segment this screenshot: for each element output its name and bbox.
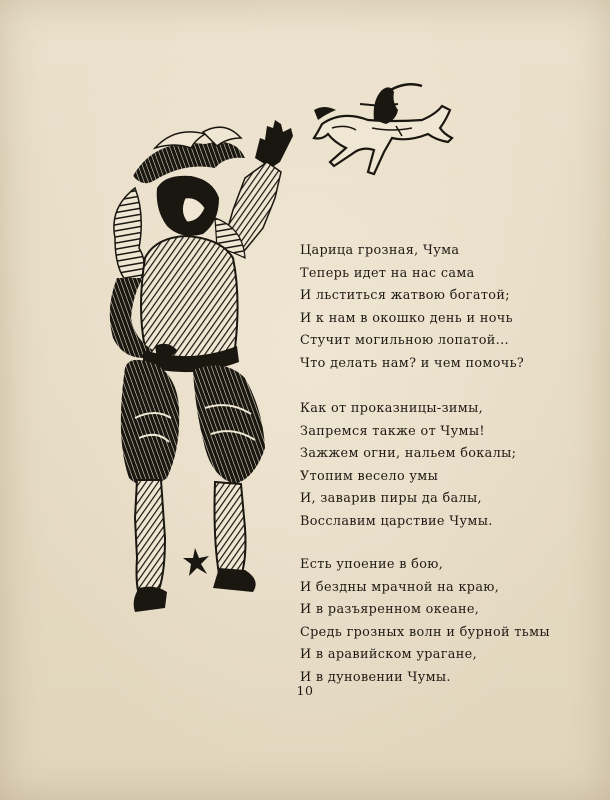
- stanza-line: Стучит могильною лопатой...: [300, 333, 509, 349]
- stanza-line: И бездны мрачной на краю,: [300, 579, 500, 595]
- stanza-line: Зажжем огни, нальем бокалы;: [300, 446, 517, 462]
- stanza-line: Восславим царствие Чумы.: [300, 513, 493, 529]
- engraving-rider-illustration: [312, 80, 462, 180]
- stanza-line: И к нам в окошко день и ночь: [300, 310, 513, 326]
- stanza-line: И, заварив пиры да балы,: [300, 491, 482, 507]
- stanza-line: Утопим весело умы: [300, 468, 439, 484]
- stanza-3: [300, 554, 550, 690]
- stanza-line: Теперь идет на нас сама: [300, 265, 475, 281]
- stanza-line: И льститься жатвою богатой;: [300, 288, 510, 304]
- stanza-line: И в дуновении Чумы.: [300, 669, 451, 685]
- stanza-line: Царица грозная, Чума: [300, 243, 460, 258]
- stanza-line: Есть упоение в бою,: [300, 557, 444, 572]
- stanza-line: И в аравийском урагане,: [300, 647, 478, 663]
- stanza-line: И в разъяренном океане,: [300, 602, 480, 618]
- stanza-2: [300, 398, 516, 534]
- stanza-line: Что делать нам? и чем помочь?: [300, 355, 525, 371]
- stanza-1: [300, 240, 524, 376]
- engraving-figure-illustration: [95, 118, 305, 613]
- page-number: 10: [296, 683, 314, 698]
- stanza-line: Запремся также от Чумы!: [300, 423, 485, 439]
- stanza-line: Как от проказницы-зимы,: [300, 401, 484, 416]
- stanza-line: Средь грозных волн и бурной тьмы: [300, 624, 550, 640]
